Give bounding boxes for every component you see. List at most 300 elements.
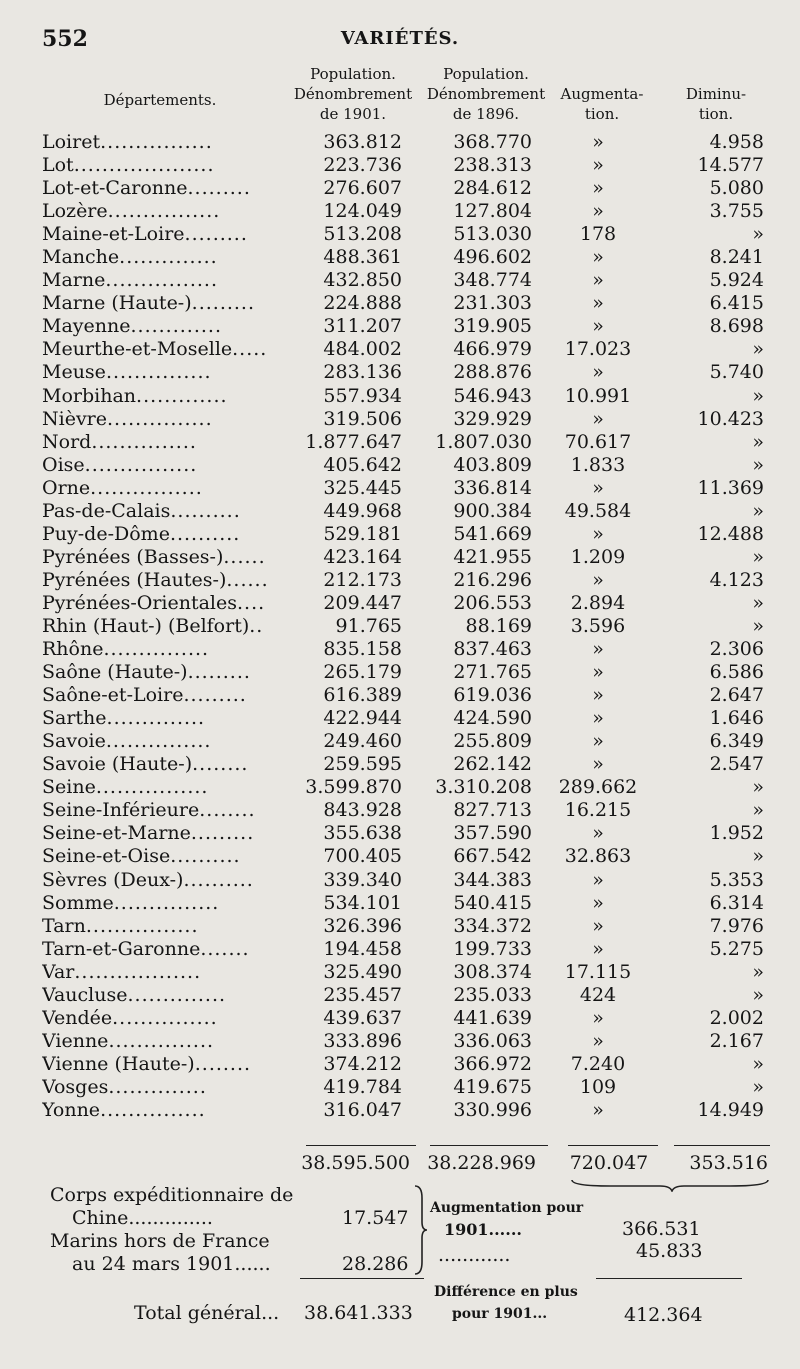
population-1896-cell: 496.602 [453, 246, 532, 269]
leader-dots: ...... [226, 568, 269, 591]
leader-dots: ......... [191, 292, 256, 315]
departement-cell [42, 131, 290, 154]
augmentation-cell: » [592, 407, 604, 430]
departement-cell [42, 200, 290, 223]
departement-cell [42, 799, 290, 822]
population-1901-cell: 513.208 [323, 223, 402, 246]
departement-name: Saône (Haute-) [42, 661, 188, 684]
corps-label-line1: Corps expéditionnaire de [50, 1184, 294, 1206]
diminution-cell: » [752, 430, 764, 453]
departement-cell [42, 385, 290, 408]
diminution-cell: » [752, 1075, 764, 1098]
departement-cell [42, 246, 290, 269]
departement-name: Saône-et-Loire [42, 684, 184, 707]
augmentation-cell: » [592, 522, 604, 545]
horizontal-brace [570, 1176, 770, 1192]
total-1896: 38.228.969 [427, 1152, 536, 1174]
leader-dots: ............... [112, 1006, 218, 1029]
population-1901-cell: 700.405 [323, 845, 402, 868]
departement-cell [42, 753, 290, 776]
departement-name: Nièvre [42, 407, 108, 430]
diminution-cell: 4.958 [709, 131, 764, 153]
table-row [0, 361, 800, 384]
population-1896-cell: 262.142 [453, 753, 532, 776]
diminution-cell: 10.423 [697, 407, 764, 430]
augmentation-cell: 7.240 [570, 1052, 626, 1075]
table-row [0, 845, 800, 868]
departement-name: Seine-et-Marne [42, 822, 191, 845]
augmentation-cell: » [592, 315, 604, 338]
departement-name: Morbihan [42, 384, 137, 407]
augmentation-cell: » [592, 914, 604, 937]
augmentation-label-year: 1901 [444, 1220, 489, 1239]
departement-cell [42, 915, 290, 938]
population-1901-cell: 194.458 [323, 937, 402, 960]
table-row [0, 1030, 800, 1053]
diminution-cell: » [752, 499, 764, 522]
diminution-cell: 2.547 [709, 753, 764, 776]
population-1901-cell: 439.637 [323, 1006, 402, 1029]
population-table-body [0, 131, 800, 1122]
leader-dots: .. [249, 614, 264, 637]
population-1896-cell: 271.765 [453, 661, 532, 684]
departement-cell [42, 961, 290, 984]
diminution-cell: 5.080 [709, 177, 764, 200]
diminution-cell: 2.647 [709, 684, 764, 707]
population-1901-cell: 835.158 [323, 638, 402, 661]
leader-dots: .................... [73, 154, 215, 177]
population-1896-cell: 667.542 [453, 845, 532, 868]
population-1901-cell: 209.447 [323, 591, 402, 614]
sum-rule [568, 1145, 658, 1146]
leader-dots: ......... [183, 684, 247, 707]
departement-cell [42, 292, 290, 315]
augmentation-cell: 10.991 [564, 384, 632, 407]
departement-name: Tarn [42, 914, 86, 937]
table-row [0, 177, 800, 200]
diminution-cell: 14.577 [697, 154, 764, 177]
departement-cell [42, 938, 290, 961]
departement-name: Pyrénées-Orientales [42, 591, 237, 614]
leader-dots: ...... [488, 1220, 522, 1239]
diminution-cell: » [752, 614, 764, 637]
leader-dots: ............. [130, 315, 222, 338]
population-1901-cell: 325.445 [323, 476, 402, 499]
departement-name: Manche [42, 246, 120, 269]
column-header-line: Diminu- [685, 85, 747, 103]
population-1896-cell: 344.383 [453, 868, 532, 891]
population-1896-cell: 235.033 [453, 983, 532, 1006]
marins-label-name: au 24 mars 1901 [72, 1253, 235, 1275]
augmentation-cell: 1.209 [570, 545, 626, 568]
diminution-cell: 7.976 [709, 914, 764, 937]
table-row [0, 615, 800, 638]
diminution-cell: » [752, 983, 764, 1006]
population-1896-cell: 546.943 [453, 384, 532, 407]
leader-dots: ............... [91, 430, 197, 453]
augmentation-cell: 49.584 [564, 499, 632, 522]
departement-name: Pyrénées (Basses-) [42, 545, 224, 568]
diminution-cell: 6.415 [709, 292, 764, 315]
departement-cell [42, 315, 290, 338]
population-1901-cell: 276.607 [323, 177, 402, 200]
departement-name: Vienne (Haute-) [42, 1052, 195, 1075]
leader-dots: ......... [187, 177, 251, 200]
departement-name: Pyrénées (Hautes-) [42, 568, 227, 591]
total-general-label: Total général... [134, 1302, 280, 1324]
population-1896-cell: 619.036 [453, 684, 532, 707]
population-1896-cell: 334.372 [453, 914, 532, 937]
diminution-cell: 3.755 [709, 200, 764, 223]
column-header-line: de 1901. [319, 105, 387, 123]
departement-cell [42, 1076, 290, 1099]
leader-dots: ............. [136, 384, 228, 407]
population-1896-cell: 466.979 [453, 338, 532, 361]
population-1901-cell: 534.101 [323, 891, 402, 914]
departement-name: Lot-et-Caronne [42, 177, 188, 200]
population-1901-cell: 333.896 [323, 1029, 402, 1052]
augmentation-cell: » [592, 269, 604, 292]
table-row [0, 500, 800, 523]
table-row [0, 385, 800, 408]
table-row [0, 684, 800, 707]
augmentation-cell: » [592, 868, 604, 891]
leader-dots: ............... [107, 407, 213, 430]
page-number: 552 [42, 26, 88, 52]
table-row [0, 776, 800, 799]
departement-cell [42, 1053, 290, 1076]
table-row [0, 523, 800, 546]
departement-name: Savoie [42, 730, 106, 753]
population-1896-cell: 319.905 [453, 315, 532, 338]
departement-cell [42, 454, 290, 477]
departement-name: Var [42, 960, 75, 983]
table-row [0, 338, 800, 361]
augmentation-cell: » [592, 1029, 604, 1052]
leader-dots: ......... [187, 661, 251, 684]
diminution-cell: 5.275 [709, 937, 764, 960]
population-1901-cell: 311.207 [323, 315, 402, 338]
departement-cell [42, 730, 290, 753]
departement-cell [42, 1099, 290, 1122]
leader-dots: .............. [108, 1075, 207, 1098]
departement-name: Somme [42, 891, 114, 914]
population-1901-cell: 363.812 [323, 131, 402, 153]
difference-value: 412.364 [624, 1304, 703, 1326]
augmentation-cell: » [592, 177, 604, 200]
diminution-cell: » [752, 799, 764, 822]
population-1901-cell: 355.638 [323, 822, 402, 845]
departement-cell [42, 869, 290, 892]
population-1896-cell: 1.807.030 [435, 430, 532, 453]
departement-cell [42, 592, 290, 615]
table-row [0, 569, 800, 592]
population-1901-cell: 223.736 [323, 154, 402, 177]
diminution-cell: 2.167 [709, 1029, 764, 1052]
marins-value: 28.286 [342, 1253, 409, 1275]
marins-label-line2 [72, 1253, 271, 1275]
departement-name: Vienne [42, 1029, 109, 1052]
leader-dots: ................ [107, 200, 221, 223]
departement-name: Savoie (Haute-) [42, 753, 193, 776]
table-row [0, 753, 800, 776]
augmentation-cell: » [592, 730, 604, 753]
total-augmentation: 720.047 [569, 1152, 649, 1174]
table-row [0, 1099, 800, 1122]
table-row [0, 592, 800, 615]
augmentation-cell: » [592, 1098, 604, 1121]
departement-cell [42, 707, 290, 730]
table-row [0, 707, 800, 730]
leader-dots: .............. [106, 707, 206, 730]
population-1901-cell: 419.784 [323, 1075, 402, 1098]
table-row [0, 730, 800, 753]
population-1896-cell: 3.310.208 [435, 776, 532, 799]
augmentation-cell: » [592, 154, 604, 177]
leader-dots: .......... [169, 522, 241, 545]
table-row [0, 154, 800, 177]
diminution-cell: » [752, 453, 764, 476]
column-header-line: Augmenta- [560, 85, 644, 103]
augmentation-cell: » [592, 822, 604, 845]
diminution-cell: 1.952 [709, 822, 764, 845]
diminution-cell: 6.314 [709, 891, 764, 914]
departement-name: Sèvres (Deux-) [42, 868, 184, 891]
population-1901-cell: 843.928 [323, 799, 402, 822]
table-row [0, 292, 800, 315]
departement-cell [42, 269, 290, 292]
difference-label-line1: Différence en plus [434, 1284, 578, 1300]
augmentation-cell: 1.833 [570, 453, 626, 476]
sum-rule [306, 1145, 416, 1146]
population-1896-cell: 366.972 [453, 1052, 532, 1075]
departement-name: Pas-de-Calais [42, 499, 171, 522]
population-1901-cell: 405.642 [323, 453, 402, 476]
population-1896-cell: 540.415 [453, 891, 532, 914]
leader-dots: ................ [105, 269, 218, 292]
population-1901-cell: 488.361 [323, 246, 402, 269]
population-1901-cell: 249.460 [323, 730, 402, 753]
departement-cell [42, 1007, 290, 1030]
population-1896-cell: 424.590 [453, 707, 532, 730]
table-row [0, 661, 800, 684]
table-row [0, 477, 800, 500]
table-row [0, 131, 800, 154]
vertical-brace [412, 1184, 428, 1276]
population-1901-cell: 529.181 [323, 522, 402, 545]
population-1896-cell: 88.169 [465, 614, 532, 637]
table-row [0, 269, 800, 292]
column-header-line: tion. [584, 105, 620, 123]
corps-value: 17.547 [342, 1207, 409, 1229]
leader-dots: .......... [183, 868, 254, 891]
departement-cell [42, 361, 290, 384]
departement-cell [42, 684, 290, 707]
table-row [0, 638, 800, 661]
population-1901-cell: 449.968 [323, 499, 402, 522]
augmentation-cell: » [592, 292, 604, 315]
diminution-cell: 5.740 [709, 361, 764, 384]
population-1901-cell: 224.888 [323, 292, 402, 315]
population-1901-cell: 557.934 [323, 384, 402, 407]
augmentation-cell: » [592, 476, 604, 499]
augmentation-cell: 32.863 [564, 845, 632, 868]
column-header-line: Dénombrement [293, 85, 413, 103]
population-1896-cell: 421.955 [453, 545, 532, 568]
population-1901-cell: 212.173 [323, 568, 402, 591]
augmentation-cell: 178 [579, 223, 617, 246]
augmentation-cell: 17.023 [564, 338, 632, 361]
leader-dots: .................. [74, 960, 202, 983]
diminution-cell: 8.698 [709, 315, 764, 338]
population-1901-cell: 432.850 [323, 269, 402, 292]
diminution-cell: 2.306 [709, 638, 764, 661]
table-row [0, 223, 800, 246]
population-1901-cell: 325.490 [323, 960, 402, 983]
augmentation-cell: » [592, 684, 604, 707]
column-header-line: Population. [310, 65, 396, 83]
departement-name: Loiret [42, 131, 101, 153]
departement-name: Sarthe [42, 707, 107, 730]
augmentation-cell: » [592, 361, 604, 384]
population-1896-cell: 827.713 [453, 799, 532, 822]
departement-name: Seine-et-Oise [42, 845, 171, 868]
population-1901-cell: 616.389 [323, 684, 402, 707]
population-1896-cell: 199.733 [453, 937, 532, 960]
table-row [0, 315, 800, 338]
leader-dots: ..... [232, 338, 268, 361]
departement-cell [42, 845, 290, 868]
table-row [0, 246, 800, 269]
column-header-line: Population. [443, 65, 529, 83]
table-row [0, 546, 800, 569]
population-1896-cell: 541.669 [453, 522, 532, 545]
population-1901-cell: 1.877.647 [305, 430, 402, 453]
departement-name: Mayenne [42, 315, 131, 338]
table-row [0, 915, 800, 938]
augmentation-cell: » [592, 891, 604, 914]
departement-cell [42, 154, 290, 177]
departement-name: Marne [42, 269, 106, 292]
diminution-cell: 1.646 [709, 707, 764, 730]
difference-label-line2: pour 1901... [452, 1306, 548, 1322]
departement-cell [42, 546, 290, 569]
departement-name: Meurthe-et-Moselle [42, 338, 233, 361]
total-1901: 38.595.500 [301, 1152, 410, 1174]
diminution-cell: » [752, 776, 764, 799]
population-1896-cell: 231.303 [453, 292, 532, 315]
leader-dots: .............. [128, 1207, 213, 1229]
departement-cell [42, 338, 290, 361]
augmentation-cell: » [592, 937, 604, 960]
leader-dots: .......... [170, 499, 241, 522]
diminution-cell: 12.488 [697, 522, 764, 545]
departement-name: Oise [42, 453, 85, 476]
augmentation-cell: 289.662 [558, 776, 638, 799]
augmentation-cell: 70.617 [564, 430, 632, 453]
diminution-cell: » [752, 338, 764, 361]
departement-cell [42, 408, 290, 431]
departement-cell [42, 1030, 290, 1053]
departement-cell [42, 223, 290, 246]
departement-name: Marne (Haute-) [42, 292, 192, 315]
population-1896-cell: 284.612 [453, 177, 532, 200]
augmentation-cell: 2.894 [570, 591, 626, 614]
augmentation-cell: 3.596 [570, 614, 626, 637]
leader-dots: ...... [223, 545, 266, 568]
leader-dots: .............. [119, 246, 218, 269]
departement-cell [42, 661, 290, 684]
population-1896-cell: 357.590 [453, 822, 532, 845]
population-1896-cell: 336.814 [453, 476, 532, 499]
population-1901-cell: 316.047 [323, 1098, 402, 1121]
population-1901-cell: 124.049 [323, 200, 402, 223]
augmentation-cell: 109 [579, 1075, 617, 1098]
augmentation-cell: » [592, 661, 604, 684]
table-row [0, 961, 800, 984]
diminution-cell: » [752, 223, 764, 246]
departement-cell [42, 177, 290, 200]
corps-label-name: Chine [72, 1207, 129, 1229]
totals-row [0, 1152, 800, 1178]
population-1896-cell: 513.030 [453, 223, 532, 246]
diminution-cell: » [752, 845, 764, 868]
departement-cell [42, 638, 290, 661]
leader-dots: ......... [190, 822, 255, 845]
departement-name: Tarn-et-Garonne [42, 937, 201, 960]
population-1901-cell: 235.457 [323, 983, 402, 1006]
departement-name: Meuse [42, 361, 106, 384]
departement-name: Orne [42, 476, 91, 499]
sum-rule [430, 1145, 548, 1146]
diminution-cell: 4.123 [709, 568, 764, 591]
departement-cell [42, 776, 290, 799]
augmentation-label-line1: Augmentation pour [430, 1200, 584, 1216]
augmentation-cell: » [592, 568, 604, 591]
leader-dots: ................ [85, 914, 199, 937]
augmentation-cell: » [592, 1006, 604, 1029]
population-1896-cell: 238.313 [453, 154, 532, 177]
population-1901-cell: 339.340 [323, 868, 402, 891]
departement-cell [42, 822, 290, 845]
augmentation-cell: 424 [579, 983, 617, 1006]
leader-dots: ............ [438, 1244, 511, 1266]
column-header-population-1896 [420, 64, 552, 128]
departement-name: Lot [42, 154, 74, 177]
diminution-cell: » [752, 960, 764, 983]
departement-cell [42, 615, 290, 638]
population-1901-cell: 283.136 [323, 361, 402, 384]
augmentation-cell: » [592, 246, 604, 269]
population-1896-cell: 837.463 [453, 638, 532, 661]
running-title: VARIÉTÉS. [340, 28, 460, 49]
augmentation-cell: 17.115 [564, 960, 632, 983]
diminution-cell: 2.002 [709, 1006, 764, 1029]
population-1896-cell: 329.929 [453, 407, 532, 430]
population-1896-cell: 216.296 [453, 568, 532, 591]
column-header-line: de 1896. [452, 105, 520, 123]
leader-dots: ................ [100, 131, 213, 153]
table-row [0, 869, 800, 892]
table-row [0, 1007, 800, 1030]
departement-cell [42, 984, 290, 1007]
departement-name: Nord [42, 430, 92, 453]
population-1901-cell: 319.506 [323, 407, 402, 430]
departement-name: Vosges [42, 1075, 109, 1098]
leader-dots: .... [237, 591, 266, 614]
leader-dots: ............... [108, 1029, 215, 1052]
leader-dots: ......... [184, 223, 248, 246]
